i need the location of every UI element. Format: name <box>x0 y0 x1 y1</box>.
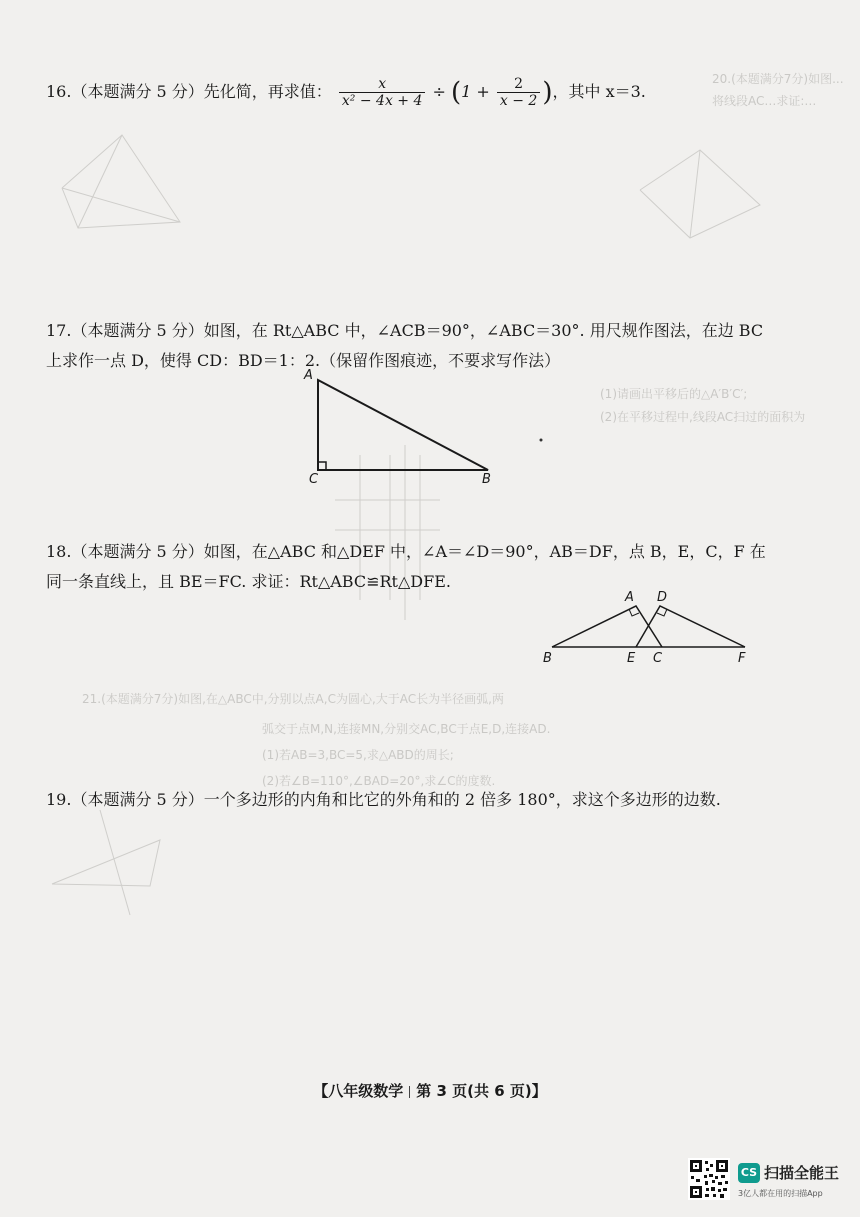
q16-frac1-denominator: x² − 4x + 4 <box>341 93 423 109</box>
q17-label-a: A <box>304 368 313 383</box>
q16-suffix: ，其中 x＝3. <box>552 82 646 101</box>
q18-label-c: C <box>653 651 663 666</box>
q19-line-1: 19.（本题满分 5 分）一个多边形的内角和比它的外角和的 2 倍多 180°，求这个多边形的边数. <box>46 790 721 809</box>
q16-inner-prefix: 1 + <box>461 82 495 101</box>
q18-line-1: 18.（本题满分 5 分）如图，在△ABC 和△DEF 中，∠A＝∠D＝90°，AB＝DF，点 B，E，C，F 在 <box>46 542 766 561</box>
q17-line-1: 17.（本题满分 5 分）如图，在 Rt△ABC 中，∠ACB＝90°，∠ABC＝30°. 用尺规作图法，在边 BC <box>46 321 764 340</box>
q18-label-b: B <box>543 651 552 666</box>
q18-right-angle-d <box>657 609 667 616</box>
exam-page: 20.(本题满分7分)如图... 将线段AC…求证:… 21.(本题满分7分)如图,在△ABC中,分别以点A,C为圆心,大于AC长为半径画弧,两 弧交于点M,N,连接MN,分别交AC,BC于点E,D,连接AD. (1)若AB=3,BC=5,求△ABD的周长; (2)若∠B=110°,∠BAD=20°,求∠C的度数. (1)请画出平移后的△A′B′C′; (2)在平移过程中,线段AC扫过的面积为 16.（本题满分 5 分）先化简，再求值： $\frac{x}{\text{x² − 4x + 4}}$ ÷ (1 + $\frac{2}{x - 2}$ )，其中 x＝3. 17.（本题满分 5 分）如图，在 Rt△ABC 中，∠ACB＝90°，∠ABC＝30°. 用尺规作图法，在边 BC 上求作一点 D，使得 CD：BD＝1：2.（保留作图痕迹，不要求写作法） A C B 18.（本题满分 5 分）如图，在△ABC 和△DEF 中，∠A＝∠D＝90°，AB＝DF，点 B，E，C，F 在 同一条直线上，且 BE＝FC. 求证：Rt△ABC≌Rt△DFE. A D B E C F 19.（本题满分 5 分）一个多边形的内角和比它的外角和的 2 倍多 180°，求这个多边形的边数. 【八年级数学 第 3 页(共 6 页)】 CS 扫描全能王 3亿人都在用的扫描App <box>0 0 860 1217</box>
q18-line-2: 同一条直线上，且 BE＝FC. 求证：Rt△ABC≌Rt△DFE. <box>46 572 451 591</box>
q18-triangle-abc <box>552 606 662 647</box>
q18-label-a: A <box>625 590 634 605</box>
q17-label-c: C <box>309 472 319 487</box>
page-footer <box>0 1080 860 1101</box>
q16-prefix: 16.（本题满分 5 分）先化简，再求值： <box>46 82 332 101</box>
q16-frac2-denominator: x − 2 <box>499 93 538 109</box>
q18-triangle-dfe <box>636 606 745 647</box>
q18-right-angle-a <box>629 609 639 616</box>
footer-page-number: 第 3 页(共 6 页)】 <box>416 1082 547 1100</box>
q17-line-2: 上求作一点 D，使得 CD：BD＝1：2.（保留作图痕迹，不要求写作法） <box>46 351 561 370</box>
camscanner-title: 扫描全能王 <box>764 1164 840 1182</box>
camscanner-logo: CS <box>738 1163 760 1183</box>
question-19 <box>46 785 766 815</box>
q16-frac2-numerator: 2 <box>497 76 540 93</box>
q17-label-b: B <box>482 472 491 487</box>
q18-label-d: D <box>657 590 668 605</box>
q16-divide-sign: ÷ <box>432 82 446 101</box>
q18-label-e: E <box>627 651 636 666</box>
qr-code-icon <box>688 1158 730 1200</box>
camscanner-subtitle: 3亿人都在用的扫描App <box>738 1189 823 1198</box>
q18-label-f: F <box>738 651 746 666</box>
q16-frac1-numerator: x <box>339 76 425 93</box>
footer-subject: 【八年级数学 <box>313 1082 404 1100</box>
question-16: 16.（本题满分 5 分）先化简，再求值： $\frac{x}{\text{x² − 4x + 4}}$ ÷ (1 + $\frac{2}{x - 2}$ )，其中 x＝3. <box>46 76 646 109</box>
